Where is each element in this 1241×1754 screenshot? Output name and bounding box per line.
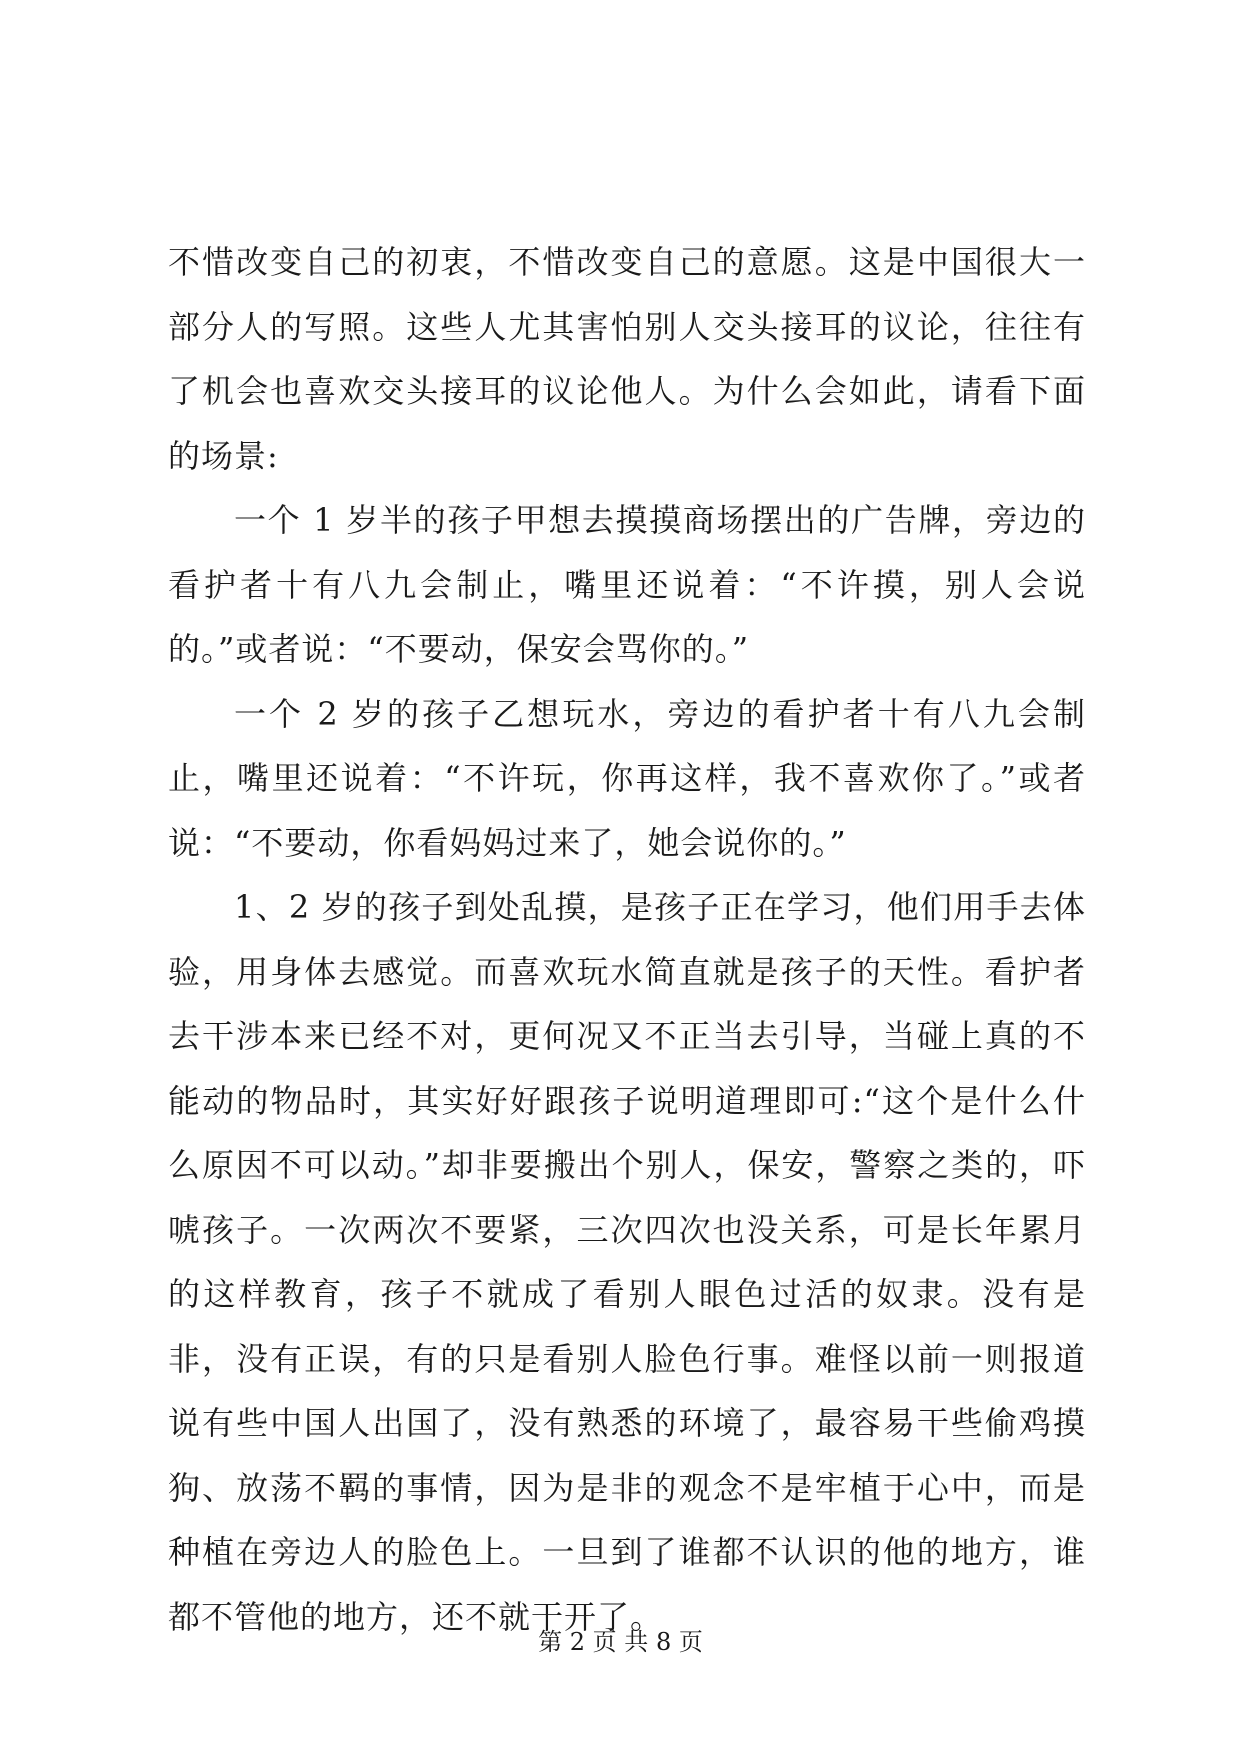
paragraph-4: 1、2 岁的孩子到处乱摸，是孩子正在学习，他们用手去体验，用身体去感觉。而喜欢玩水简直就是孩子的天性。看护者去干涉本来已经不对，更何况又不正当去引导，当碰上真的不能动的物品时，其实好好跟孩子说明道理即可:“这个是什么什么原因不可以动。”却非要搬出个别人，保安，警察之类的，吓唬孩子。一次两次不要紧，三次四次也没关系，可是长年累月的这样教育，孩子不就成了看别人眼色过活的奴隶。没有是非，没有正误，有的只是看别人脸色行事。难怪以前一则报道说有些中国人出国了，没有熟悉的环境了，最容易干些偷鸡摸狗、放荡不羁的事情，因为是非的观念不是牢植于心中，而是种植在旁边人的脸色上。一旦到了谁都不认识的他的地方，谁都不管他的地方，还不就干开了。 — [168, 888, 1086, 1636]
paragraph-2: 一个 1 岁半的孩子甲想去摸摸商场摆出的广告牌，旁边的看护者十有八九会制止，嘴里还说着：“不许摸，别人会说的。”或者说：“不要动，保安会骂你的。” — [168, 501, 1086, 668]
page-footer: 第 2 页 共 8 页 — [538, 1628, 703, 1656]
paragraph-1: 不惜改变自己的初衷，不惜改变自己的意愿。这是中国很大一部分人的写照。这些人尤其害怕别人交头接耳的议论，往往有了机会也喜欢交头接耳的议论他人。为什么会如此，请看下面的场景: — [168, 243, 1086, 475]
body-text — [168, 230, 1086, 1649]
paragraph-3: 一个 2 岁的孩子乙想玩水，旁边的看护者十有八九会制止，嘴里还说着：“不许玩，你再这样，我不喜欢你了。”或者说：“不要动，你看妈妈过来了，她会说你的。” — [168, 694, 1086, 862]
